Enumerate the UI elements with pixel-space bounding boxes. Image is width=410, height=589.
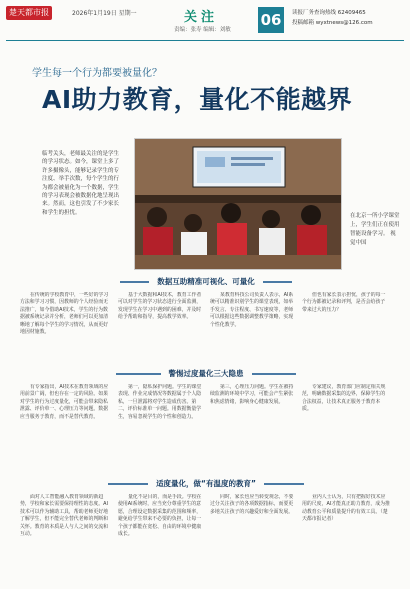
section2-paragraph: 专家建议，教育部门应制定相关规范，明确数据采集的边界，保障学生的合法权益，让技术真正服务于教育本质。 <box>302 384 386 413</box>
section2-col-3 <box>210 384 296 474</box>
headline-kicker: 学生每一个行为都要被量化？ <box>32 68 162 79</box>
section-editors: 责编：张寿 编辑：刘敏 <box>174 27 231 33</box>
section1-title: 数据互助精准可视化、可量化 <box>149 277 263 286</box>
section2-col-1 <box>20 384 112 474</box>
newspaper-logo: 楚天都市报 <box>6 6 52 20</box>
section1-col-1 <box>20 292 112 362</box>
header-rule <box>6 40 404 41</box>
section1-paragraph: 某教育科技公司负责人表示，AI系统可以精准识别学生的课堂表现，如举手发言、专注程度、书写速度等，老师可以根据这些数据调整教学策略，实现个性化教学。 <box>210 292 294 328</box>
section3-body <box>20 494 390 584</box>
section3-paragraph: 量化不是目的，而是手段。学校在使用AI系统时，应当充分尊重学生的意愿，合理设定数据采集的范围和频率，避免给学生带来不必要的负担，让每一个孩子都能在宽松、自由的环境中健康成长。 <box>118 494 202 538</box>
section2-heading <box>116 368 296 380</box>
section1-col-4 <box>302 292 390 362</box>
section1-col-3 <box>210 292 296 362</box>
section1-body <box>20 292 390 362</box>
contact-info <box>292 8 373 28</box>
section3-col-3 <box>210 494 296 584</box>
section1-heading <box>120 276 292 288</box>
section2-body <box>20 384 390 474</box>
section3-paragraph: 业内人士认为，只有把握好技术应用的尺度，AI才能真正助力教育，成为推动教育公平和质量提升的有效工具。（楚天都市报记者） <box>302 494 390 523</box>
section3-paragraph: 同时，家长也应当转变观念，不要过分关注孩子的各项数据指标，而要更多地关注孩子的兴趣爱好和全面发展。 <box>210 494 294 515</box>
photo-caption: 在北京一所小学课堂上，学生们正在使用智能设备学习。 视觉中国 <box>350 213 400 246</box>
classroom-photo-illustration <box>135 139 342 270</box>
section3-heading <box>108 478 304 490</box>
section-title: 关注 <box>184 10 219 25</box>
section3-title: 适度量化，做“有温度的教育” <box>148 479 264 488</box>
section1-paragraph: 基于大数据和AI技术，教育工作者可以对学生的学习状态进行全面监测，发现学生在学习中遇到的困难，并及时给予帮助和指导，提高教学效率。 <box>118 292 202 321</box>
section3-col-1 <box>20 494 112 584</box>
section1-paragraph: 但也有家长表示担忧，孩子的每一个行为都被记录和评判，是否会给孩子带来过大的压力？ <box>302 292 386 313</box>
section2-title: 警惕过度量化三大隐患 <box>161 369 252 378</box>
section2-paragraph: 第三，心理压力问题。学生在被持续监测的环境中学习，可能会产生紧张和焦虑情绪，影响身心健康发展。 <box>210 384 294 405</box>
section3-col-4 <box>302 494 390 584</box>
section3-paragraph: 面对人工智能融入教育领域的新趋势，学校和家长需要保持理性的态度。AI技术可以作为辅助工具，帮助老师更好地了解学生，但不能完全替代老师的判断和关怀。教育的本质是人与人之间的交流和互动。 <box>20 494 109 538</box>
email-text[interactable]: 投稿邮箱 wyxtnews@126.com <box>292 20 373 26</box>
classroom-photo <box>134 138 342 270</box>
section2-paragraph: 第一，隐私保护问题。学生的课堂表现、作业完成情况等数据属于个人隐私，一旦泄露将对学生造成伤害。第二，评价标准单一问题。用数据衡量学生，容易忽视学生的个性和创造力。 <box>118 384 202 420</box>
intro-quote: 临考关头，老师最关注的是学生的学习状态。如今，课堂上多了许多摄像头，能够记录学生的专注度、举手次数，每个学生的行为都会被量化为一个数据，学生的学习表现会被数据化地呈现出来。然而，这也引发了不少家长和学生的担忧。 <box>42 151 120 216</box>
headline-title: AI助力教育，量化不能越界 <box>42 85 353 114</box>
issue-date: 2026年1月19日 星期一 <box>72 10 137 17</box>
section2-col-4 <box>302 384 390 474</box>
section1-paragraph: 在传统的学校教育中，一些好的学习方法和学习习惯，因教师的个人经验而无法推广，如今借助AI技术，学生的行为数据被系统记录并分析，老师们可以更加清晰地了解每个学生的学习情况，从而更好地因材施教。 <box>20 292 109 336</box>
hotline-text: 读报厂务查询热线 62409465 <box>292 10 366 16</box>
section1-col-2 <box>118 292 204 362</box>
masthead <box>6 6 404 40</box>
section3-col-2 <box>118 494 204 584</box>
section2-col-2 <box>118 384 204 474</box>
section2-paragraph: 有专家指出，AI技术在教育领域的应用前景广阔，但也存在一定的风险。如果对学生的行为过度量化，可能会带来隐私泄露、评价单一、心理压力等问题。数据应当服务于教育，而不是替代教育。 <box>20 384 109 420</box>
page-number: 06 <box>258 7 284 33</box>
